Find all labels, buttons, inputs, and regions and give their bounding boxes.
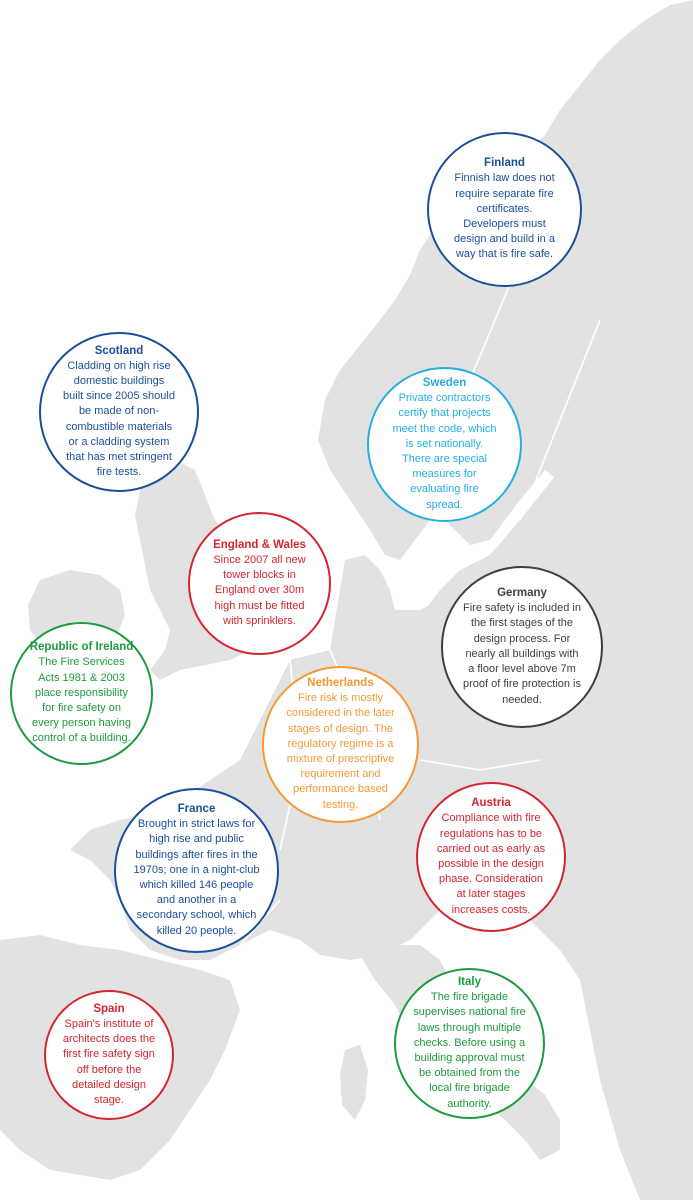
finland-bubble bbox=[427, 132, 582, 287]
sweden-title: Sweden bbox=[422, 377, 467, 390]
sweden-text: Private contractors certify that projects meet the code, which is set nationally. There are special measures for evaluating fire spread. bbox=[392, 392, 497, 511]
finland-title: Finland bbox=[484, 157, 525, 170]
england-wales-text: Since 2007 all new tower blocks in England over 30m high must be fitted with sprinklers. bbox=[213, 553, 306, 627]
netherlands-bubble bbox=[262, 666, 419, 823]
scotland-bubble bbox=[39, 332, 199, 492]
scotland-title: Scotland bbox=[94, 344, 144, 357]
austria-text: Compliance with fire regulations has to be carried out as early as possible in the design phase. Consideration at later stages increases costs. bbox=[436, 812, 546, 916]
finland-text: Finnish law does not require separate fire certificates. Developers must design and build in a way that is fire safe. bbox=[454, 172, 555, 261]
austria-title: Austria bbox=[471, 797, 511, 810]
netherlands-text: Fire risk is mostly considered in the later stages of design. The regulatory regime is a mixture of prescriptive requirement and performance based testing. bbox=[286, 692, 395, 811]
spain-bubble bbox=[44, 990, 174, 1120]
france-title: France bbox=[177, 803, 216, 816]
germany-text: Fire safety is included in the first stages of the design process. For nearly all buildings with a floor level above 7m proof of fire protection is needed. bbox=[463, 602, 582, 706]
denmark-landmass bbox=[330, 555, 445, 670]
ireland-title: Republic of Ireland bbox=[29, 641, 134, 654]
austria-bubble bbox=[416, 782, 566, 932]
england-wales-title: England & Wales bbox=[213, 538, 306, 551]
italy-title: Italy bbox=[457, 976, 481, 989]
germany-title: Germany bbox=[497, 587, 547, 600]
italy-text: The fire brigade supervises national fire laws through multiple checks. Before using a building approval must be obtained from the local fire brigade authority. bbox=[413, 991, 526, 1110]
france-text: Brought in strict laws for high rise and public buildings after fires in the 1970s; one in a night-club which killed 146 people and another in a secondary school, which killed 20 people. bbox=[133, 818, 260, 937]
france-bubble bbox=[114, 788, 279, 953]
spain-title: Spain bbox=[93, 1002, 125, 1015]
england-wales-bubble bbox=[188, 512, 331, 655]
sweden-bubble bbox=[367, 367, 522, 522]
corsica-sardinia-landmass bbox=[340, 1045, 368, 1120]
netherlands-title: Netherlands bbox=[307, 677, 374, 690]
scotland-text: Cladding on high rise domestic buildings built since 2005 should be made of non-combustible materials or a cladding system that has met stringent fire tests. bbox=[63, 359, 175, 479]
spain-text: Spain's institute of architects does the first fire safety sign off before the detailed design stage. bbox=[62, 1017, 156, 1106]
ireland-text: The Fire Services Acts 1981 & 2003 place responsibility for fire safety on every person having control of a building. bbox=[31, 656, 132, 745]
ireland-bubble bbox=[10, 622, 153, 765]
italy-bubble bbox=[394, 968, 545, 1119]
germany-bubble bbox=[441, 566, 603, 728]
